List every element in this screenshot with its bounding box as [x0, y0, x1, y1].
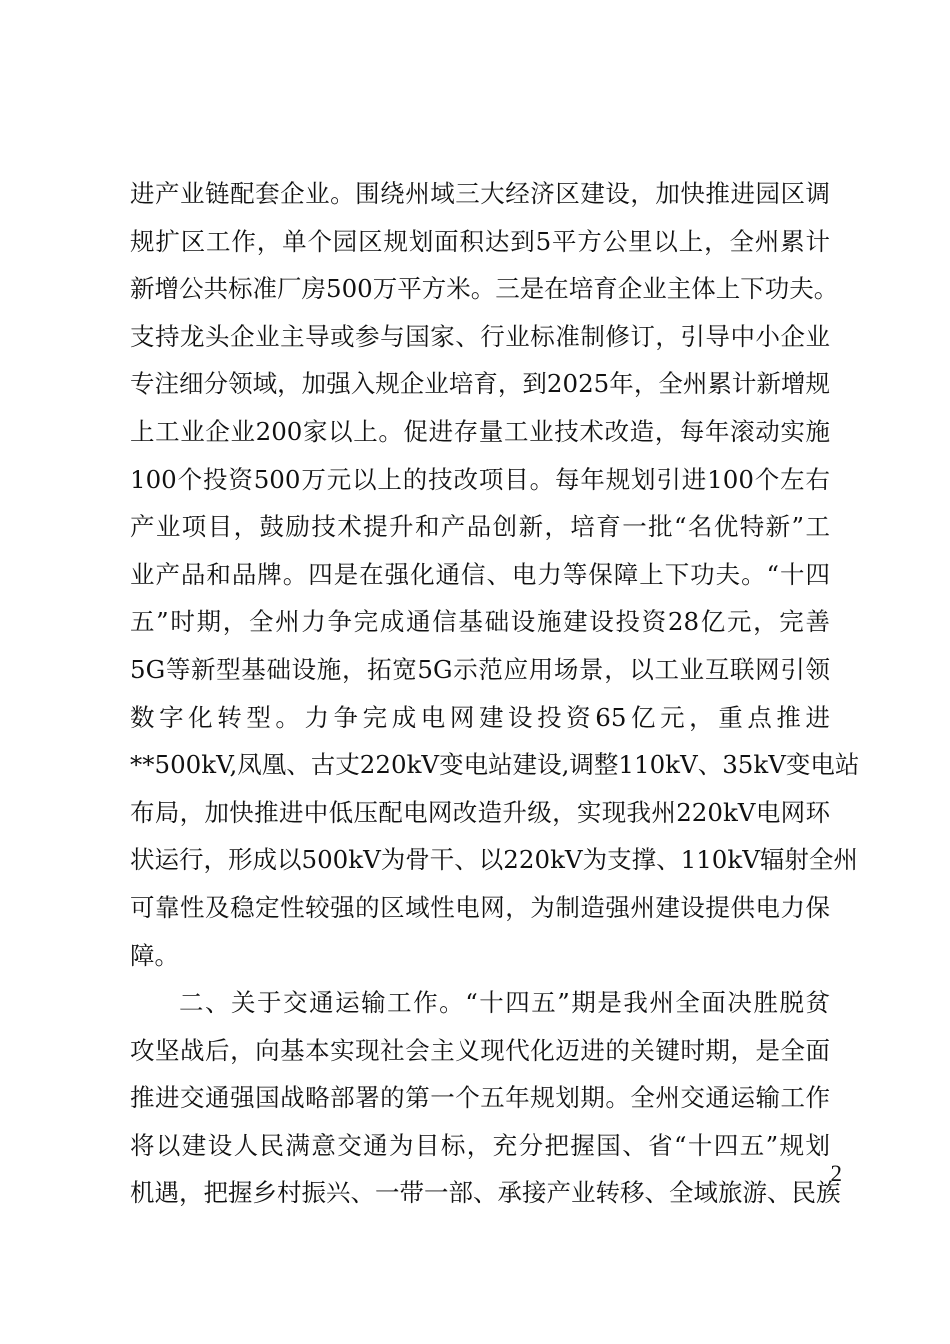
text-line: 规扩区工作，单个园区规划面积达到5平方公里以上，全州累计 — [130, 226, 830, 256]
text-line: 5G等新型基础设施，拓宽5G示范应用场景，以工业互联网引领 — [130, 654, 830, 684]
text-line: 专注细分领域，加强入规企业培育，到2025年，全州累计新增规 — [130, 369, 830, 399]
text-line: 上工业企业200家以上。促进存量工业技术改造，每年滚动实施 — [130, 416, 830, 446]
text-line: 支持龙头企业主导或参与国家、行业标准制修订，引导中小企业 — [130, 321, 830, 351]
text-line: 进产业链配套企业。围绕州域三大经济区建设，加快推进园区调 — [130, 179, 830, 208]
text-line: 产业项目，鼓励技术提升和产品创新，培育一批“名优特新”工 — [130, 512, 830, 542]
text-line: 攻坚战后，向基本实现社会主义现代化迈进的关键时期，是全面 — [130, 1035, 830, 1065]
text-line: 新增公共标准厂房500万平方米。三是在培育企业主体上下功夫。 — [130, 274, 839, 304]
body-text — [130, 170, 860, 1217]
text-line: 数字化转型。力争完成电网建设投资65亿元，重点推进 — [130, 702, 830, 732]
text-line: 推进交通强国战略部署的第一个五年规划期。全州交通运输工作 — [130, 1083, 830, 1113]
text-line: **500kV,凤凰、古丈220kV变电站建设,调整110kV、35kV变电站 — [130, 750, 860, 780]
text-line: 100个投资500万元以上的技改项目。每年规划引进100个左右 — [130, 464, 830, 494]
page-number: 2 — [830, 1161, 842, 1186]
text-line: 将以建设人民满意交通为目标，充分把握国、省“十四五”规划 — [130, 1130, 830, 1160]
section-heading-line: 二、关于交通运输工作。“十四五”期是我州全面决胜脱贫 — [179, 988, 830, 1018]
text-line: 业产品和品牌。四是在强化通信、电力等保障上下功夫。“十四 — [130, 559, 830, 589]
paragraph-end-line: 障。 — [130, 940, 179, 970]
text-line: 可靠性及稳定性较强的区域性电网，为制造强州建设提供电力保 — [130, 892, 830, 922]
text-line: 布局，加快推进中低压配电网改造升级，实现我州220kV电网环 — [130, 797, 830, 827]
text-line: 机遇，把握乡村振兴、一带一部、承接产业转移、全域旅游、民族 — [130, 1178, 841, 1208]
text-line: 状运行，形成以500kV为骨干、以220kV为支撑、110kV辐射全州 — [130, 845, 858, 875]
text-line: 五”时期，全州力争完成通信基础设施建设投资28亿元，完善 — [130, 607, 830, 637]
